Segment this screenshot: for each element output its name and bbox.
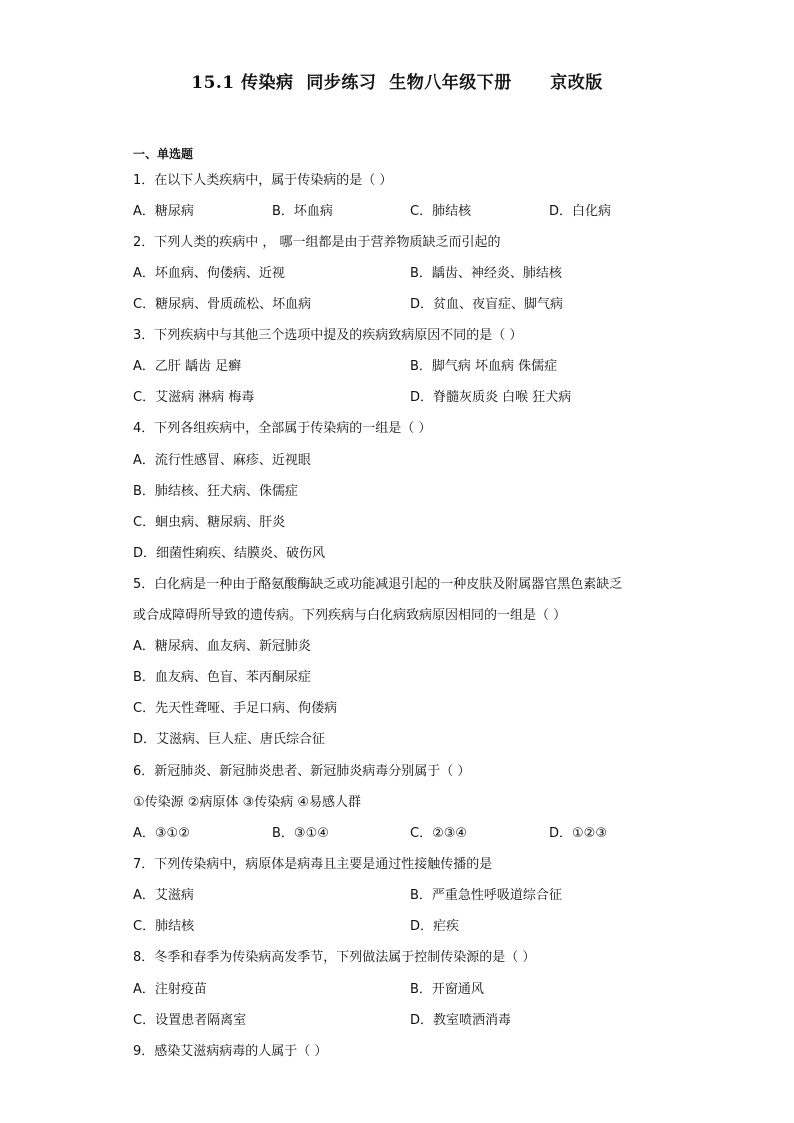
question-8-option-b[interactable]: B．开窗通风: [410, 982, 484, 997]
question-5-stem-line-1: 5．白化病是一种由于酪氨酸酶缺乏或功能减退引起的一种皮肤及附属器官黑色素缺乏: [133, 577, 623, 592]
question-2-option-c[interactable]: C．糖尿病、骨质疏松、坏血病: [133, 297, 312, 312]
question-1-option-d[interactable]: D．白化病: [549, 204, 612, 219]
question-6-items: ①传染源 ②病原体 ③传染病 ④易感人群: [133, 795, 362, 810]
question-8-stem: 8．冬季和春季为传染病高发季节，下列做法属于控制传染源的是（ ）: [133, 950, 536, 965]
question-4-option-b[interactable]: B．肺结核、狂犬病、侏儒症: [133, 484, 298, 499]
section-heading: 一、单选题: [133, 147, 194, 161]
document-title: 15.1 传染病 同步练习 生物八年级下册 京改版: [191, 73, 603, 93]
question-4-option-d[interactable]: D．细菌性痢疾、结膜炎、破伤风: [133, 546, 326, 561]
question-3-stem: 3．下列疾病中与其他三个选项中提及的疾病致病原因不同的是（ ）: [133, 328, 523, 343]
question-2-option-b[interactable]: B．龋齿、神经炎、肺结核: [410, 266, 562, 281]
question-4-stem: 4．下列各组疾病中，全部属于传染病的一组是（ ）: [133, 421, 432, 436]
question-2-stem: 2．下列人类的疾病中 ， 哪一组都是由于营养物质缺乏而引起的: [133, 235, 501, 250]
question-7-stem: 7．下列传染病中，病原体是病毒且主要是通过性接触传播的是: [133, 857, 493, 872]
question-5-stem-line-2: 或合成障碍所导致的遗传病。下列疾病与白化病致病原因相同的一组是（ ）: [133, 608, 567, 623]
question-7-option-a[interactable]: A．艾滋病: [133, 888, 194, 903]
question-5-option-a[interactable]: A．糖尿病、血友病、新冠肺炎: [133, 639, 311, 654]
question-5-option-d[interactable]: D．艾滋病、巨人症、唐氏综合征: [133, 732, 326, 747]
question-5-option-b[interactable]: B．血友病、色盲、苯丙酮尿症: [133, 670, 311, 685]
question-8-option-c[interactable]: C．设置患者隔离室: [133, 1013, 247, 1028]
question-2-option-a[interactable]: A．坏血病、佝偻病、近视: [133, 266, 285, 281]
question-4-option-a[interactable]: A．流行性感冒、麻疹、近视眼: [133, 453, 311, 468]
question-1-option-b[interactable]: B．坏血病: [272, 204, 333, 219]
question-1-option-a[interactable]: A．糖尿病: [133, 204, 194, 219]
question-6-option-b[interactable]: B．③①④: [272, 826, 329, 841]
question-3-option-c[interactable]: C．艾滋病 淋病 梅毒: [133, 390, 255, 405]
question-6-stem: 6．新冠肺炎、新冠肺炎患者、新冠肺炎病毒分别属于（ ）: [133, 764, 471, 779]
question-7-option-d[interactable]: D．疟疾: [410, 919, 460, 934]
question-1-stem: 1．在以下人类疾病中，属于传染病的是（ ）: [133, 173, 393, 188]
question-3-option-b[interactable]: B．脚气病 坏血病 侏儒症: [410, 359, 558, 374]
question-3-option-a[interactable]: A．乙肝 龋齿 足癣: [133, 359, 242, 374]
question-7-option-b[interactable]: B．严重急性呼吸道综合征: [410, 888, 562, 903]
question-6-option-a[interactable]: A．③①②: [133, 826, 190, 841]
question-7-option-c[interactable]: C．肺结核: [133, 919, 195, 934]
question-5-option-c[interactable]: C．先天性聋哑、手足口病、佝偻病: [133, 701, 338, 716]
question-2-option-d[interactable]: D．贫血、夜盲症、脚气病: [410, 297, 564, 312]
question-1-option-c[interactable]: C．肺结核: [410, 204, 472, 219]
question-9-stem: 9．感染艾滋病病毒的人属于（ ）: [133, 1044, 328, 1059]
question-8-option-d[interactable]: D．教室喷洒消毒: [410, 1013, 512, 1028]
question-4-option-c[interactable]: C．蛔虫病、糖尿病、肝炎: [133, 515, 286, 530]
question-6-option-c[interactable]: C．②③④: [410, 826, 468, 841]
question-6-option-d[interactable]: D．①②③: [549, 826, 607, 841]
question-3-option-d[interactable]: D．脊髓灰质炎 白喉 狂犬病: [410, 390, 572, 405]
question-8-option-a[interactable]: A．注射疫苗: [133, 982, 207, 997]
